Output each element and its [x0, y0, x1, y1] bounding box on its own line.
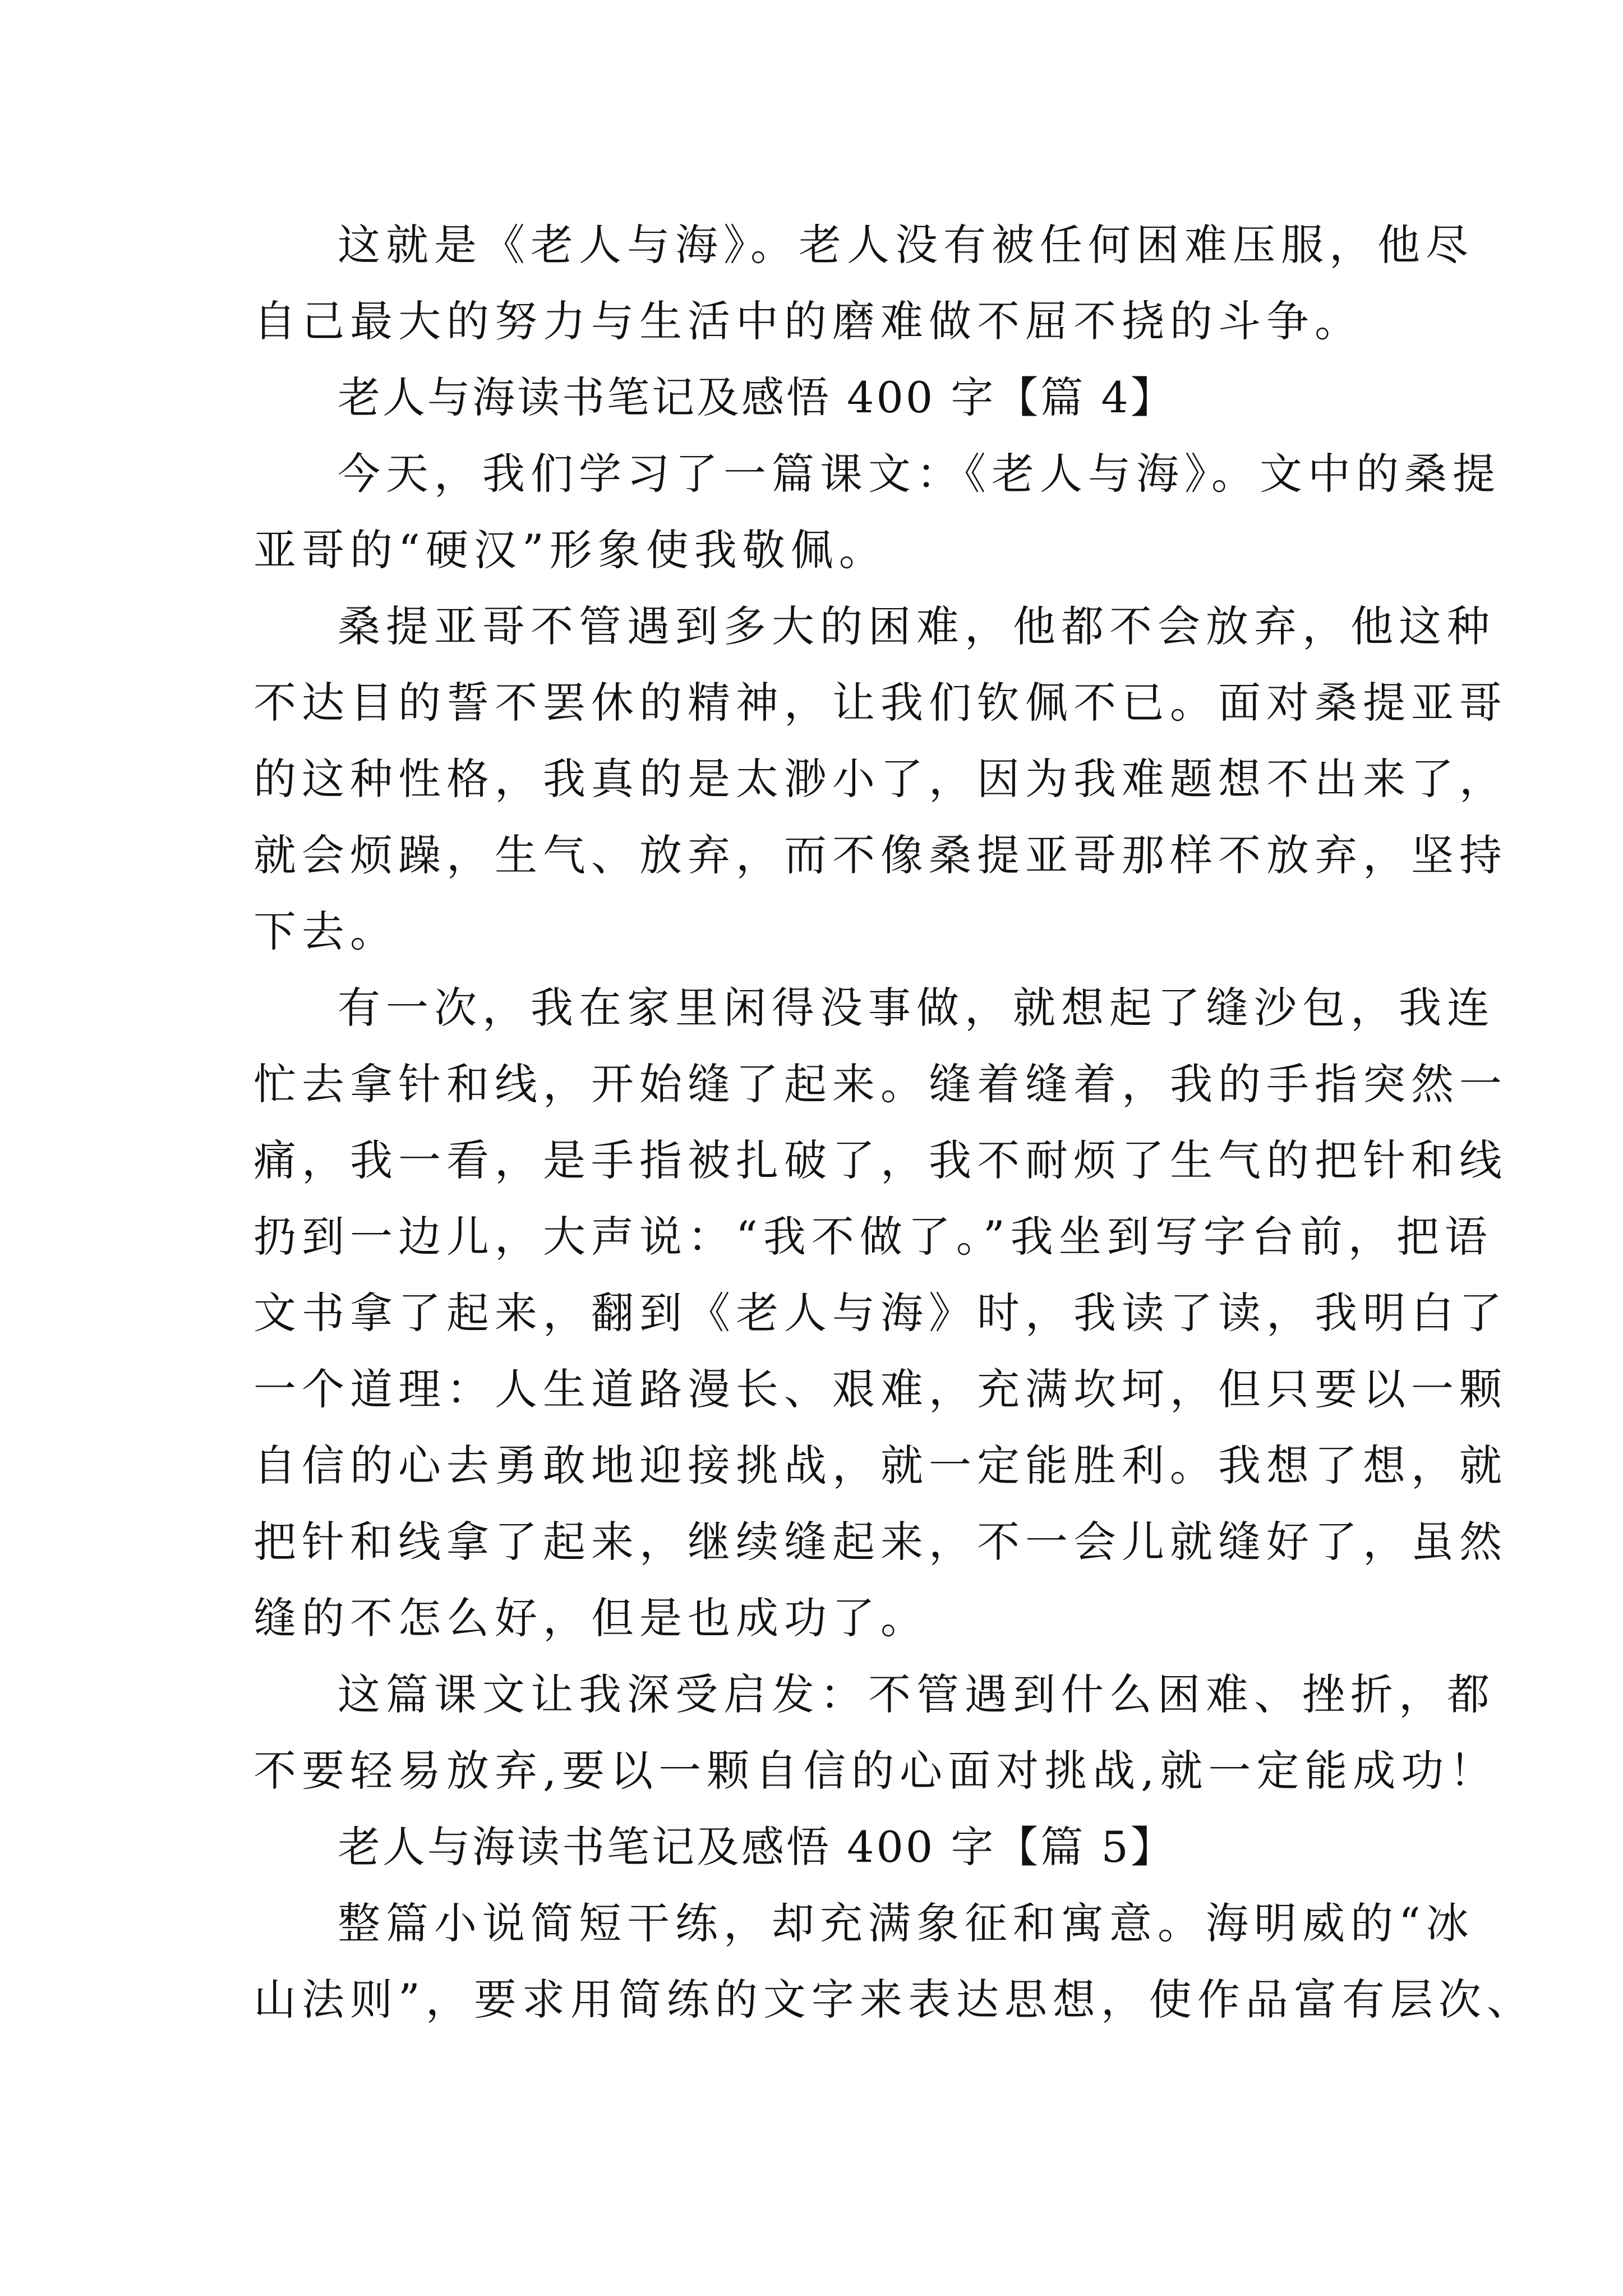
- text-line: 一个道理：人生道路漫长、艰难，充满坎坷，但只要以一颗: [253, 1364, 1507, 1414]
- text-line: 这篇课文让我深受启发：不管遇到什么困难、挫折，都: [338, 1669, 1495, 1719]
- section-heading: 老人与海读书笔记及感悟 400 字【篇 4】: [338, 372, 1175, 422]
- text-line: 亚哥的“硬汉”形象使我敬佩。: [253, 525, 887, 575]
- text-line: 扔到一边儿，大声说：“我不做了。”我坐到写字台前，把语: [253, 1212, 1493, 1262]
- text-line: 整篇小说简短干练，却充满象征和寓意。海明威的“冰: [338, 1898, 1474, 1948]
- text-line: 文书拿了起来，翻到《老人与海》时，我读了读，我明白了: [253, 1288, 1507, 1338]
- text-line: 忙去拿针和线，开始缝了起来。缝着缝着，我的手指突然一: [253, 1059, 1507, 1109]
- text-line: 有一次，我在家里闲得没事做，就想起了缝沙包，我连: [338, 983, 1495, 1033]
- text-line: 不达目的誓不罢休的精神，让我们钦佩不已。面对桑提亚哥: [253, 678, 1507, 728]
- section-heading: 老人与海读书笔记及感悟 400 字【篇 5】: [338, 1822, 1175, 1872]
- text-line: 桑提亚哥不管遇到多大的困难，他都不会放弃，他这种: [338, 601, 1495, 651]
- text-line: 就会烦躁，生气、放弃，而不像桑提亚哥那样不放弃，坚持: [253, 830, 1507, 880]
- text-line: 这就是《老人与海》。老人没有被任何困难压服，他尽: [338, 220, 1474, 270]
- text-line: 自己最大的努力与生活中的磨难做不屈不挠的斗争。: [253, 296, 1363, 346]
- text-line: 缝的不怎么好，但是也成功了。: [253, 1593, 929, 1643]
- text-line: 下去。: [253, 907, 398, 956]
- text-line: 今天，我们学习了一篇课文：《老人与海》。文中的桑提: [338, 449, 1501, 499]
- text-line: 的这种性格，我真的是太渺小了，因为我难题想不出来了，: [253, 754, 1507, 804]
- text-line: 自信的心去勇敢地迎接挑战，就一定能胜利。我想了想，就: [253, 1441, 1507, 1490]
- text-line: 把针和线拿了起来，继续缝起来，不一会儿就缝好了，虽然: [253, 1517, 1507, 1567]
- text-line: 不要轻易放弃,要以一颗自信的心面对挑战,就一定能成功！: [253, 1746, 1498, 1796]
- text-line: 山法则”，要求用简练的文字来表达思想，使作品富有层次、: [253, 1975, 1535, 2024]
- text-line: 痛，我一看，是手指被扎破了，我不耐烦了生气的把针和线: [253, 1135, 1507, 1185]
